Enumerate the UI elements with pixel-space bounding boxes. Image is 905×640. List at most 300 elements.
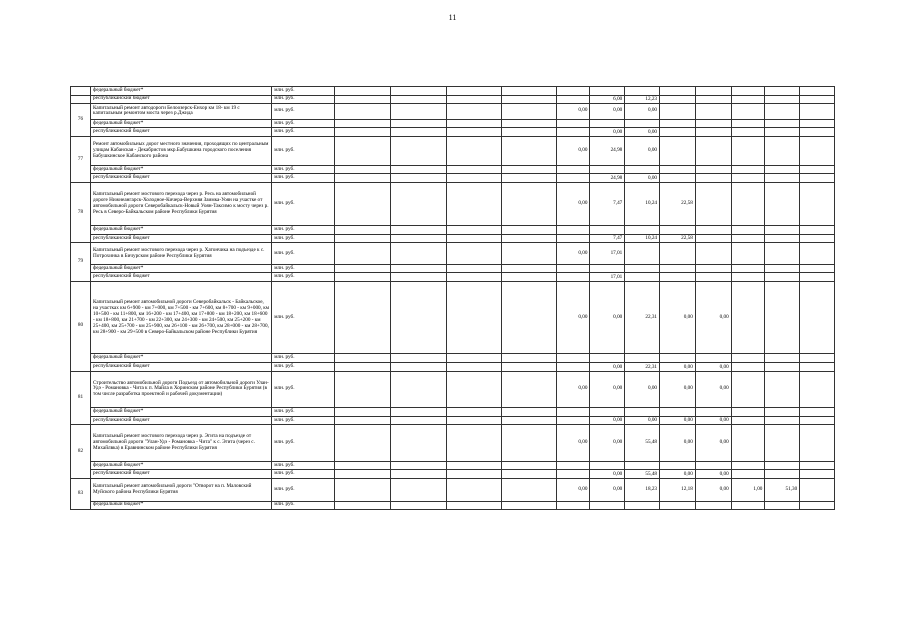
value-cell <box>765 264 800 273</box>
value-cell <box>447 264 502 273</box>
value-cell <box>501 183 556 226</box>
value-cell <box>335 281 391 354</box>
unit-cell: млн. руб. <box>272 183 335 226</box>
value-cell <box>731 264 765 273</box>
value-cell <box>391 479 447 502</box>
value-cell <box>765 363 800 372</box>
unit-cell: млн. руб. <box>272 174 335 183</box>
value-cell <box>447 174 502 183</box>
value-cell <box>447 371 502 408</box>
value-cell <box>695 128 731 137</box>
value-cell: 55,48 <box>625 425 660 462</box>
value-cell <box>335 87 391 96</box>
unit-cell: млн. руб. <box>272 416 335 425</box>
value-cell <box>501 470 556 479</box>
value-cell <box>556 416 590 425</box>
value-cell <box>501 165 556 174</box>
value-cell <box>391 119 447 128</box>
row-number: 76 <box>71 104 91 137</box>
value-cell <box>335 371 391 408</box>
value-cell <box>590 501 625 510</box>
value-cell: 55,48 <box>625 470 660 479</box>
value-cell <box>447 425 502 462</box>
value-cell: 0,00 <box>660 425 696 462</box>
value-cell: 22,58 <box>660 183 696 226</box>
value-cell <box>695 165 731 174</box>
unit-cell: млн. руб. <box>272 479 335 502</box>
value-cell: 0,00 <box>556 425 590 462</box>
value-cell <box>447 128 502 137</box>
budget-source-label: республиканский бюджет <box>91 273 272 282</box>
value-cell <box>556 95 590 104</box>
value-cell <box>556 165 590 174</box>
value-cell <box>731 174 765 183</box>
program-name: Строительство автомобильной дороги Подъезд от автомобильной дороги Улан-Удэ - Романовка - Чита к п. Майла в Хоринском районе Республики Бурятия (в том числе разработка проектной и рабочей документации) <box>91 371 272 408</box>
value-cell: 0,00 <box>660 281 696 354</box>
program-row <box>71 104 835 120</box>
row-number: 82 <box>71 425 91 479</box>
value-cell: 51,30 <box>765 479 800 502</box>
value-cell <box>447 273 502 282</box>
value-cell <box>731 95 765 104</box>
value-cell: 17,01 <box>590 243 625 265</box>
value-cell: 24,98 <box>590 174 625 183</box>
value-cell <box>765 128 800 137</box>
value-cell <box>501 119 556 128</box>
value-cell <box>731 354 765 363</box>
value-cell <box>660 243 696 265</box>
program-name: Капитальный ремонт автомобильной дороги Северобайкальск - Байкальское, на участках км 6+900 - км 7+000, км 7+500 - км 7+600, км 8+700 - км 9+000, км 10+500 - км 11+800, км 16+200 - км 17+400, км 17+800 - км 18+200, км 18+600 - км 18+800, км 21+700 - км 22+300, км 24+300 - км 24+500, км 25+200 - км 25+400, км 25+700 - км 25+900, км 26+100 - км 26+700, км 28+000 - км 28+700, км 28+900 - км 29+500 в Северо-Байкальском районе Республики Бурятия <box>91 281 272 354</box>
budget-source-row <box>71 95 835 104</box>
value-cell <box>765 136 800 165</box>
value-cell <box>447 408 502 417</box>
program-row <box>71 479 835 502</box>
value-cell <box>731 470 765 479</box>
row-number: 79 <box>71 243 91 282</box>
budget-source-row <box>71 416 835 425</box>
value-cell <box>391 501 447 510</box>
program-row <box>71 243 835 265</box>
budget-source-row <box>71 174 835 183</box>
program-row <box>71 136 835 165</box>
value-cell <box>800 174 835 183</box>
value-cell <box>731 183 765 226</box>
value-cell: 0,00 <box>625 174 660 183</box>
budget-source-label: республиканский бюджет <box>91 363 272 372</box>
value-cell <box>501 95 556 104</box>
value-cell: 0,00 <box>695 416 731 425</box>
row-number <box>71 95 91 104</box>
value-cell <box>391 461 447 470</box>
value-cell <box>391 95 447 104</box>
value-cell <box>765 243 800 265</box>
budget-source-row <box>71 470 835 479</box>
value-cell <box>501 281 556 354</box>
value-cell <box>765 95 800 104</box>
budget-source-label: федеральный бюджет* <box>91 408 272 417</box>
value-cell: 12,18 <box>660 479 696 502</box>
value-cell <box>800 470 835 479</box>
value-cell <box>800 183 835 226</box>
value-cell <box>625 226 660 235</box>
value-cell <box>501 234 556 243</box>
value-cell <box>391 136 447 165</box>
unit-cell: млн. руб. <box>272 273 335 282</box>
value-cell <box>335 234 391 243</box>
value-cell <box>731 87 765 96</box>
budget-source-row <box>71 165 835 174</box>
value-cell <box>501 264 556 273</box>
value-cell <box>335 128 391 137</box>
unit-cell: млн. руб. <box>272 226 335 235</box>
value-cell <box>800 95 835 104</box>
value-cell <box>625 243 660 265</box>
value-cell <box>800 226 835 235</box>
budget-table-body <box>71 87 835 510</box>
value-cell <box>625 87 660 96</box>
value-cell <box>556 461 590 470</box>
program-name: Ремонт автомобильных дорог местного значения, проходящих по центральным улицам Кабанская - Декабристов мкр.Бабушкина городского поселения Бабушкинское Кабанского района <box>91 136 272 165</box>
value-cell <box>800 416 835 425</box>
budget-source-label: федеральный бюджет* <box>91 226 272 235</box>
value-cell <box>335 165 391 174</box>
value-cell <box>695 461 731 470</box>
budget-source-label: федеральный бюджет* <box>91 461 272 470</box>
value-cell: 0,00 <box>625 371 660 408</box>
program-name: Капитальный ремонт автомобильной дороги "Отворот на п. Маловский Муйского района Республики Бурятия <box>91 479 272 502</box>
value-cell <box>765 234 800 243</box>
value-cell <box>501 128 556 137</box>
value-cell <box>800 104 835 120</box>
value-cell: 0,00 <box>590 416 625 425</box>
value-cell <box>731 408 765 417</box>
value-cell <box>590 165 625 174</box>
value-cell: 7,47 <box>590 234 625 243</box>
budget-source-label: республиканский бюджет <box>91 174 272 183</box>
value-cell: 0,00 <box>556 371 590 408</box>
unit-cell: млн. руб. <box>272 243 335 265</box>
budget-source-row <box>71 461 835 470</box>
value-cell <box>765 371 800 408</box>
value-cell <box>335 363 391 372</box>
value-cell <box>335 273 391 282</box>
value-cell <box>731 136 765 165</box>
value-cell: 0,00 <box>590 470 625 479</box>
value-cell <box>391 183 447 226</box>
value-cell <box>447 136 502 165</box>
program-row <box>71 425 835 462</box>
value-cell <box>695 183 731 226</box>
value-cell <box>335 95 391 104</box>
value-cell <box>556 470 590 479</box>
value-cell <box>765 273 800 282</box>
value-cell <box>335 408 391 417</box>
value-cell <box>335 104 391 120</box>
value-cell <box>447 234 502 243</box>
value-cell <box>731 104 765 120</box>
value-cell: 0,00 <box>660 363 696 372</box>
value-cell <box>391 363 447 372</box>
value-cell <box>391 273 447 282</box>
value-cell <box>660 354 696 363</box>
value-cell <box>447 354 502 363</box>
value-cell <box>765 87 800 96</box>
row-number: 78 <box>71 183 91 243</box>
value-cell: 0,00 <box>590 363 625 372</box>
value-cell <box>335 243 391 265</box>
value-cell <box>800 243 835 265</box>
budget-source-row <box>71 264 835 273</box>
value-cell <box>695 234 731 243</box>
value-cell <box>625 273 660 282</box>
value-cell: 0,00 <box>660 371 696 408</box>
value-cell <box>625 354 660 363</box>
unit-cell: млн. руб. <box>272 281 335 354</box>
value-cell <box>447 119 502 128</box>
value-cell <box>800 461 835 470</box>
value-cell <box>335 461 391 470</box>
value-cell <box>800 479 835 502</box>
value-cell <box>556 354 590 363</box>
value-cell <box>660 174 696 183</box>
value-cell: 0,00 <box>556 281 590 354</box>
value-cell <box>765 354 800 363</box>
value-cell <box>695 104 731 120</box>
value-cell <box>391 264 447 273</box>
value-cell <box>590 461 625 470</box>
value-cell <box>731 363 765 372</box>
value-cell <box>556 273 590 282</box>
budget-source-row <box>71 363 835 372</box>
unit-cell: млн. руб. <box>272 234 335 243</box>
value-cell <box>625 165 660 174</box>
unit-cell: млн. руб. <box>272 119 335 128</box>
value-cell <box>556 87 590 96</box>
value-cell <box>391 165 447 174</box>
unit-cell: млн. руб. <box>272 95 335 104</box>
value-cell: 22,31 <box>625 363 660 372</box>
row-number: 80 <box>71 281 91 371</box>
value-cell <box>447 363 502 372</box>
value-cell: 0,00 <box>590 104 625 120</box>
value-cell <box>391 243 447 265</box>
value-cell <box>391 371 447 408</box>
value-cell <box>695 264 731 273</box>
value-cell: 0,00 <box>556 104 590 120</box>
value-cell <box>335 226 391 235</box>
value-cell <box>556 226 590 235</box>
value-cell <box>800 425 835 462</box>
value-cell <box>660 408 696 417</box>
value-cell: 0,00 <box>695 425 731 462</box>
value-cell <box>556 234 590 243</box>
budget-source-label: федеральный бюджет* <box>91 501 272 510</box>
value-cell <box>501 87 556 96</box>
budget-source-row <box>71 128 835 137</box>
value-cell <box>501 354 556 363</box>
budget-source-label: федеральный бюджет* <box>91 354 272 363</box>
value-cell: 0,00 <box>590 281 625 354</box>
value-cell <box>501 104 556 120</box>
value-cell <box>501 371 556 408</box>
budget-source-label: федеральный бюджет* <box>91 87 272 96</box>
value-cell <box>391 226 447 235</box>
value-cell <box>660 273 696 282</box>
value-cell: 0,00 <box>695 479 731 502</box>
unit-cell: млн. руб. <box>272 165 335 174</box>
unit-cell: млн. руб. <box>272 363 335 372</box>
value-cell <box>556 174 590 183</box>
value-cell <box>800 363 835 372</box>
value-cell <box>800 165 835 174</box>
value-cell: 0,00 <box>556 479 590 502</box>
value-cell <box>501 363 556 372</box>
value-cell: 0,00 <box>695 371 731 408</box>
value-cell <box>731 165 765 174</box>
budget-source-row <box>71 273 835 282</box>
value-cell: 0,00 <box>660 416 696 425</box>
page-number: 11 <box>448 13 457 22</box>
value-cell <box>590 264 625 273</box>
budget-source-label: республиканский бюджет <box>91 470 272 479</box>
value-cell: 10,24 <box>625 183 660 226</box>
budget-source-label: федеральный бюджет* <box>91 264 272 273</box>
value-cell <box>765 461 800 470</box>
value-cell <box>447 479 502 502</box>
value-cell <box>625 461 660 470</box>
value-cell: 0,00 <box>556 136 590 165</box>
value-cell <box>660 136 696 165</box>
value-cell <box>391 234 447 243</box>
value-cell <box>590 87 625 96</box>
value-cell: 0,00 <box>590 425 625 462</box>
value-cell <box>556 264 590 273</box>
program-name: Капитальный ремонт мостового перехода через р. Эгита на подъезде от автомобильной дороги "Улан-Удэ - Романовка - Чита" к с. Эгита (через с. Михайлвка) в Еравнинском районе Республики Бурятия <box>91 425 272 462</box>
value-cell <box>765 281 800 354</box>
value-cell <box>731 234 765 243</box>
value-cell <box>695 501 731 510</box>
value-cell <box>660 95 696 104</box>
value-cell <box>765 408 800 417</box>
row-number <box>71 87 91 96</box>
value-cell: 12,23 <box>625 95 660 104</box>
value-cell <box>765 425 800 462</box>
unit-cell: млн. руб. <box>272 264 335 273</box>
value-cell <box>800 273 835 282</box>
value-cell <box>731 461 765 470</box>
value-cell <box>800 354 835 363</box>
value-cell <box>447 104 502 120</box>
value-cell <box>556 501 590 510</box>
value-cell <box>335 416 391 425</box>
value-cell <box>335 354 391 363</box>
row-number: 77 <box>71 136 91 182</box>
value-cell: 22,31 <box>625 281 660 354</box>
value-cell: 17,01 <box>590 273 625 282</box>
value-cell <box>731 416 765 425</box>
budget-source-label: республиканский бюджет <box>91 416 272 425</box>
value-cell: 0,00 <box>625 128 660 137</box>
row-number: 83 <box>71 479 91 510</box>
value-cell <box>625 408 660 417</box>
value-cell <box>731 128 765 137</box>
value-cell <box>391 470 447 479</box>
budget-source-row <box>71 87 835 96</box>
unit-cell: млн. руб. <box>272 128 335 137</box>
value-cell <box>335 264 391 273</box>
value-cell: 0,00 <box>625 104 660 120</box>
value-cell <box>447 243 502 265</box>
value-cell <box>335 183 391 226</box>
unit-cell: млн. руб. <box>272 354 335 363</box>
value-cell <box>695 87 731 96</box>
value-cell <box>391 425 447 462</box>
value-cell <box>800 87 835 96</box>
value-cell <box>335 136 391 165</box>
value-cell <box>501 174 556 183</box>
value-cell <box>447 281 502 354</box>
value-cell <box>695 226 731 235</box>
value-cell <box>731 243 765 265</box>
value-cell: 0,00 <box>590 128 625 137</box>
budget-source-label: республиканский бюджет <box>91 128 272 137</box>
value-cell <box>731 281 765 354</box>
row-number: 81 <box>71 371 91 425</box>
unit-cell: млн. руб. <box>272 408 335 417</box>
value-cell <box>335 479 391 502</box>
value-cell <box>660 226 696 235</box>
value-cell <box>731 119 765 128</box>
unit-cell: млн. руб. <box>272 371 335 408</box>
value-cell <box>765 165 800 174</box>
value-cell <box>765 226 800 235</box>
unit-cell: млн. руб. <box>272 425 335 462</box>
value-cell <box>391 408 447 417</box>
value-cell <box>695 95 731 104</box>
value-cell <box>501 501 556 510</box>
value-cell <box>391 174 447 183</box>
value-cell <box>590 354 625 363</box>
value-cell: 1,00 <box>731 479 765 502</box>
value-cell <box>731 501 765 510</box>
value-cell <box>625 119 660 128</box>
program-row <box>71 371 835 408</box>
value-cell <box>556 128 590 137</box>
value-cell <box>501 136 556 165</box>
value-cell <box>660 104 696 120</box>
value-cell <box>731 425 765 462</box>
program-name: Капитальный ремонт мостового перехода через р. Хатончика на подъезде к с. Потрохинка в Бичурском районе Республики Бурятия <box>91 243 272 265</box>
unit-cell: млн. руб. <box>272 461 335 470</box>
value-cell <box>800 281 835 354</box>
value-cell <box>447 470 502 479</box>
value-cell: 22,58 <box>660 234 696 243</box>
value-cell: 0,00 <box>660 470 696 479</box>
value-cell <box>695 273 731 282</box>
value-cell <box>556 363 590 372</box>
value-cell: 10,24 <box>625 234 660 243</box>
budget-source-row <box>71 354 835 363</box>
value-cell <box>447 461 502 470</box>
budget-source-row <box>71 119 835 128</box>
value-cell <box>695 354 731 363</box>
budget-source-label: федеральный бюджет* <box>91 119 272 128</box>
value-cell <box>765 416 800 425</box>
value-cell <box>391 281 447 354</box>
value-cell <box>447 95 502 104</box>
value-cell <box>800 501 835 510</box>
value-cell <box>391 104 447 120</box>
